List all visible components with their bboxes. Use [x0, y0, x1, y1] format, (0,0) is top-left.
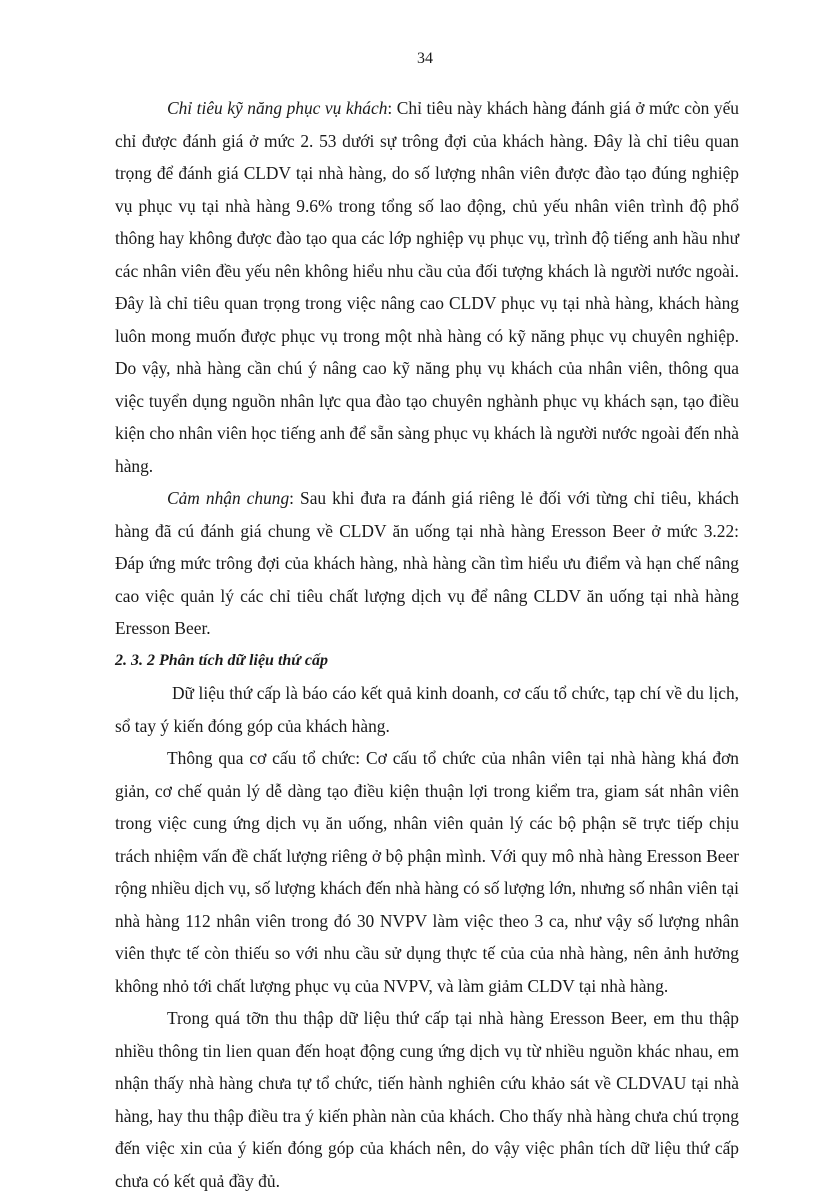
paragraph-org-structure: Thông qua cơ cấu tổ chức: Cơ cấu tổ chức của nhân viên tại nhà hàng khá đơn giản, cơ chế quản lý dễ dàng tạo điều kiện thuận lợi trong kiểm tra, giam sát nhân viên trong việc cung ứng dịch vụ ăn uống, nhân viên quản lý các bộ phận sẽ trực tiếp chịu trách nhiệm vấn đề chất lượng riêng ở bộ phận mình. Với quy mô nhà hàng Eresson Beer rộng nhiều dịch vụ, số lượng khách đến nhà hàng có số lượng lớn, nhưng số nhân viên tại nhà hàng 112 nhân viên trong đó 30 NVPV làm việc theo 3 ca, như vậy số lượng nhân viên thực tế còn thiếu so với nhu cầu sử dụng thực tế của của nhà hàng, nên ảnh hưởng không nhỏ tới chất lượng phục vụ của NVPV, và làm giảm CLDV tại nhà hàng. — [115, 748, 739, 996]
section-heading: 2. 3. 2 Phân tích dữ liệu thứ cấp — [115, 651, 328, 669]
paragraph-service-skill — [115, 92, 739, 482]
paragraph-data-collection: Trong quá tỡn thu thập dữ liệu thứ cấp tại nhà hàng Eresson Beer, em thu thập nhiều thông tin lien quan đến hoạt động cung ứng dịch vụ từ nhiều nguồn khác nhau, em nhận thấy nhà hàng chưa tự tổ chức, tiến hành nghiên cứu khảo sát về CLDVAU tại nhà hàng, hay thu thập điều tra ý kiến phàn nàn của khách. Cho thấy nhà hàng chưa chú trọng đến việc xin của ý kiến đóng góp của khách nên, do vậy việc phân tích dữ liệu thứ cấp chưa có kết quả đầy đủ. — [115, 1008, 739, 1191]
page-number: 34 — [417, 50, 433, 67]
paragraph-text-general-impression: : Sau khi đưa ra đánh giá riêng lẻ đối với từng chỉ tiêu, khách hàng đã cú đánh giá chung về CLDV ăn uống tại nhà hàng Eresson Beer ở mức 3.22: Đáp ứng mức trông đợi của khách hàng, nhà hàng cần tìm hiểu ưu điểm và hạn chế nâng cao việc quản lý các chỉ tiêu chất lượng dịch vụ để nâng CLDV ăn uống tại nhà hàng Eresson Beer. — [115, 488, 739, 638]
paragraph-text-service-skill: : Chỉ tiêu này khách hàng đánh giá ở mức còn yếu chỉ được đánh giá ở mức 2. 53 dưới sự trông đợi của khách hàng. Đây là chỉ tiêu quan trọng để đánh giá CLDV tại nhà hàng, do số lượng nhân viên được đào tạo đúng nghiệp vụ phục vụ tại nhà hàng 9.6% trong tổng số lao động, chủ yếu nhân viên trình độ phổ thông hay không được đào tạo qua các lớp nghiệp vụ phục vụ, trình độ tiếng anh hầu như các nhân viên đều yếu nên không hiểu nhu cầu của đối tượng khách là người nước ngoài. Đây là chỉ tiêu quan trọng trong việc nâng cao CLDV phục vụ tại nhà hàng, khách hàng luôn mong muốn được phục vụ trong một nhà hàng có kỹ năng phục vụ chuyên nghiệp. Do vậy, nhà hàng cần chú ý nâng cao kỹ năng phụ vụ khách của nhân viên, thông qua việc tuyển dụng nguồn nhân lực qua đào tạo chuyên nghành phục vụ khách sạn, tạo điều kiện cho nhân viên học tiếng anh để sẵn sàng phục vụ khách là người nước ngoài đến nhà hàng. — [115, 98, 739, 476]
paragraph-lead-service-skill: Chỉ tiêu kỹ năng phục vụ khách — [167, 98, 388, 118]
paragraph-secondary-data: Dữ liệu thứ cấp là báo cáo kết quả kinh doanh, cơ cấu tổ chức, tạp chí về du lịch, sổ tay ý kiến đóng góp của khách hàng. — [115, 683, 739, 736]
paragraph-lead-general-impression: Cảm nhận chung — [167, 488, 290, 508]
paragraph-general-impression — [115, 482, 739, 645]
document-body — [115, 92, 739, 1197]
